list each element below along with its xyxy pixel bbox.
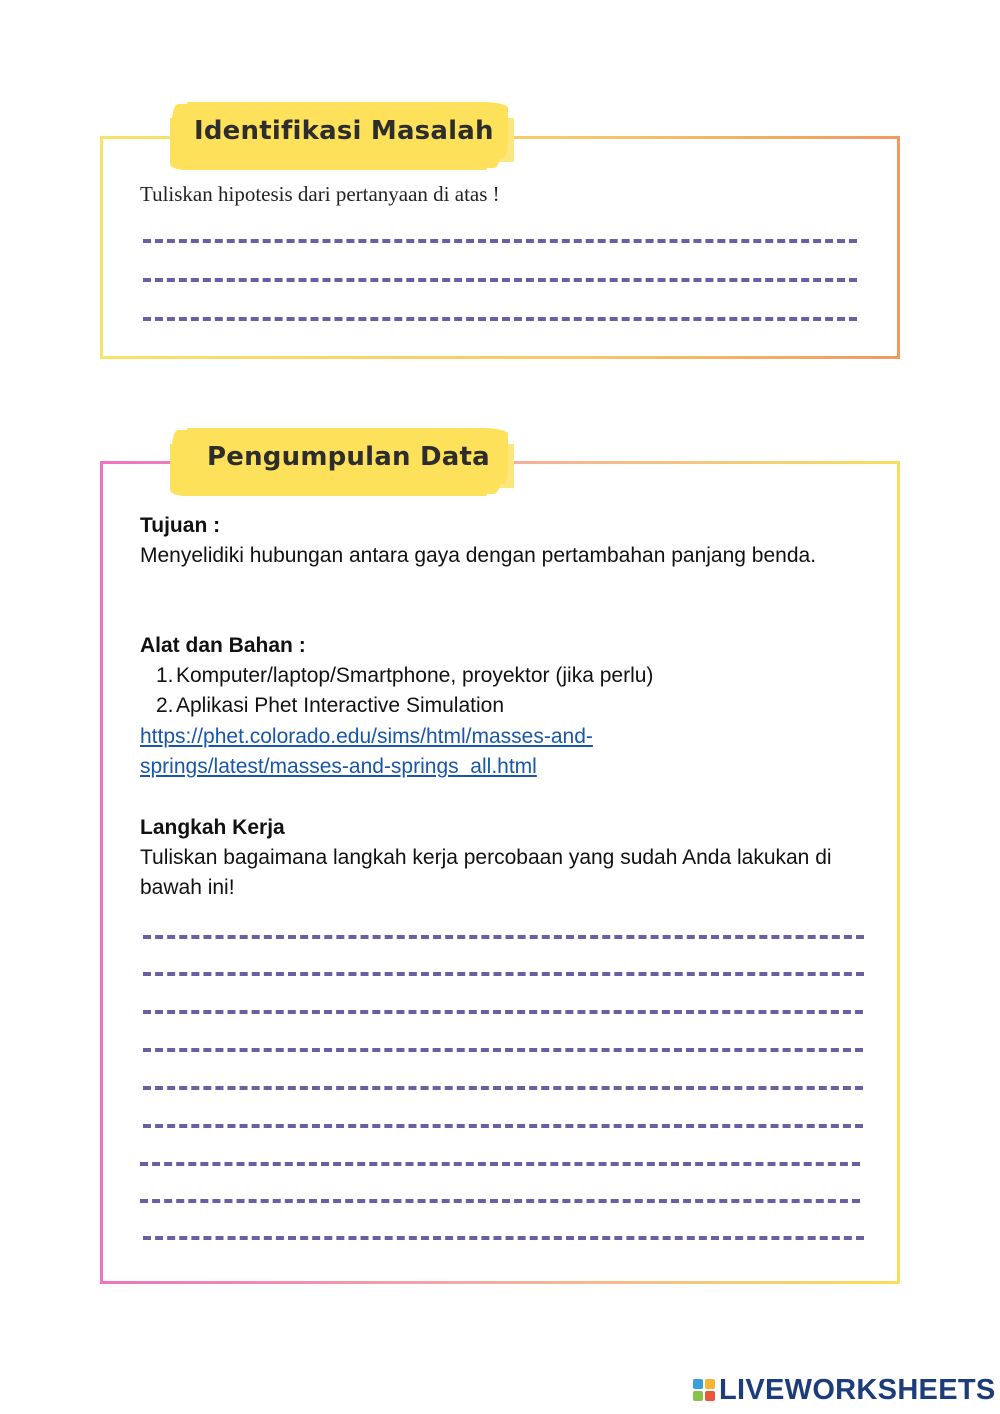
answer-line-langkah-4[interactable] xyxy=(143,1048,863,1052)
liveworksheets-logo-icon xyxy=(693,1379,715,1401)
brand-text: LIVEWORKSHEETS xyxy=(719,1373,996,1406)
answer-line-langkah-5[interactable] xyxy=(143,1086,863,1090)
answer-line-langkah-3[interactable] xyxy=(143,1010,863,1014)
answer-line-langkah-9[interactable] xyxy=(143,1236,864,1240)
alat-list xyxy=(140,661,865,721)
answer-line-langkah-7[interactable] xyxy=(140,1162,860,1166)
list-item-text: Komputer/laptop/Smartphone, proyektor (jika perlu) xyxy=(176,664,654,687)
list-item-text: Aplikasi Phet Interactive Simulation xyxy=(176,694,504,717)
alat-label: Alat dan Bahan : xyxy=(140,634,306,657)
list-number: 2. xyxy=(156,694,174,717)
answer-line-langkah-1[interactable] xyxy=(143,935,864,939)
hipotesis-prompt: Tuliskan hipotesis dari pertanyaan di atas ! xyxy=(140,182,500,206)
list-item xyxy=(140,691,865,721)
phet-link-line-2[interactable]: springs/latest/masses-and-springs_all.html xyxy=(140,755,537,778)
list-item xyxy=(140,661,865,691)
langkah-text: Tuliskan bagaimana langkah kerja percobaan yang sudah Anda lakukan di bawah ini! xyxy=(140,846,832,899)
tujuan-label: Tujuan : xyxy=(140,514,221,537)
phet-link-block xyxy=(140,722,865,782)
answer-line-hipotesis-1[interactable] xyxy=(143,239,857,243)
answer-line-hipotesis-3[interactable] xyxy=(143,317,857,321)
tujuan-text: Menyelidiki hubungan antara gaya dengan pertambahan panjang benda. xyxy=(140,544,817,567)
section-title-pengumpulan: Pengumpulan Data xyxy=(207,442,490,472)
answer-line-hipotesis-2[interactable] xyxy=(143,278,857,282)
langkah-label: Langkah Kerja xyxy=(140,816,285,839)
phet-link-line-1[interactable]: https://phet.colorado.edu/sims/html/masses-and- xyxy=(140,725,593,748)
answer-line-langkah-2[interactable] xyxy=(143,972,864,976)
list-number: 1. xyxy=(156,664,174,687)
section-title-identifikasi: Identifikasi Masalah xyxy=(194,116,494,146)
answer-line-langkah-8[interactable] xyxy=(140,1199,860,1203)
liveworksheets-brand xyxy=(693,1372,996,1408)
identifikasi-masalah-box xyxy=(100,136,900,359)
answer-line-langkah-6[interactable] xyxy=(143,1124,863,1128)
